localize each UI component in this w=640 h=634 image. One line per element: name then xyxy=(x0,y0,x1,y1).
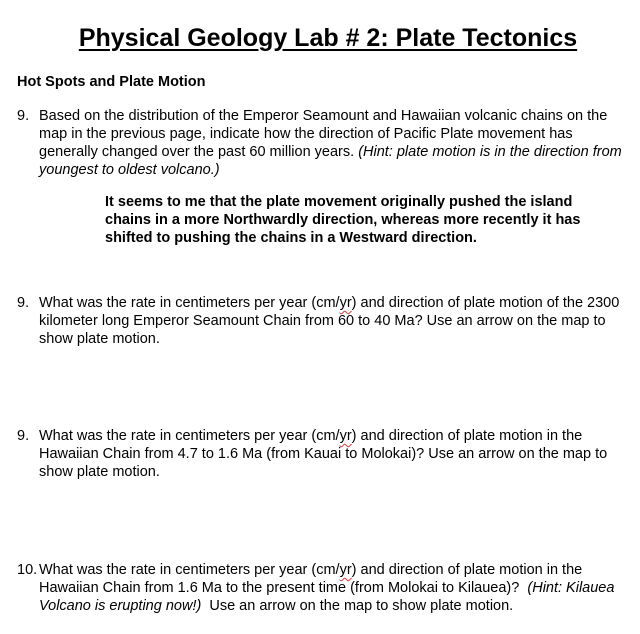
spellcheck-word: yr xyxy=(339,562,352,578)
question-number: 9. xyxy=(17,428,30,444)
page-title: Physical Geology Lab # 2: Plate Tectonics xyxy=(78,24,578,52)
question-text: What was the rate in centimeters per year (cm/ xyxy=(39,562,340,578)
question-2 xyxy=(17,294,629,348)
question-hint: (Hint: Kilauea Volcano is erupting now!) xyxy=(39,580,615,614)
spellcheck-word: yr xyxy=(339,428,352,444)
question-3 xyxy=(17,427,629,481)
question-text-cont: ) and direction of plate motion in the Hawaiian Chain from 1.6 Ma to the present time (from Molokai to Kilauea)? xyxy=(39,562,583,596)
question-1 xyxy=(17,107,629,179)
question-number: 10. xyxy=(17,562,38,578)
question-text-cont: ) and direction of plate motion in the Hawaiian Chain from 4.7 to 1.6 Ma (from Kauai to Molokai)? Use an arrow on the map to show plate motion. xyxy=(39,428,608,480)
question-text-end: Use an arrow on the map to show plate motion. xyxy=(209,598,514,614)
section-heading: Hot Spots and Plate Motion xyxy=(17,74,206,90)
question-number: 9. xyxy=(17,108,30,124)
answer-text: It seems to me that the plate movement originally pushed the island chains in a more Northwardly direction, whereas more recently it has shifted to pushing the chains in a Westward direction. xyxy=(105,194,581,246)
question-text: What was the rate in centimeters per year (cm/ xyxy=(39,295,340,311)
question-text-cont: ) and direction of plate motion of the 2300 kilometer long Emperor Seamount Chain from 60 to 40 Ma? Use an arrow on the map to show plate motion. xyxy=(39,295,620,347)
question-number: 9. xyxy=(17,295,30,311)
question-text: Based on the distribution of the Emperor Seamount and Hawaiian volcanic chains on the map in the previous page, indicate how the direction of Pacific Plate movement has generally changed over the past 60 million years. xyxy=(39,108,608,160)
question-4 xyxy=(17,561,629,615)
question-hint: (Hint: plate motion is in the direction from youngest to oldest volcano.) xyxy=(39,144,622,178)
spellcheck-word: yr xyxy=(339,295,352,311)
question-text: What was the rate in centimeters per year (cm/ xyxy=(39,428,340,444)
